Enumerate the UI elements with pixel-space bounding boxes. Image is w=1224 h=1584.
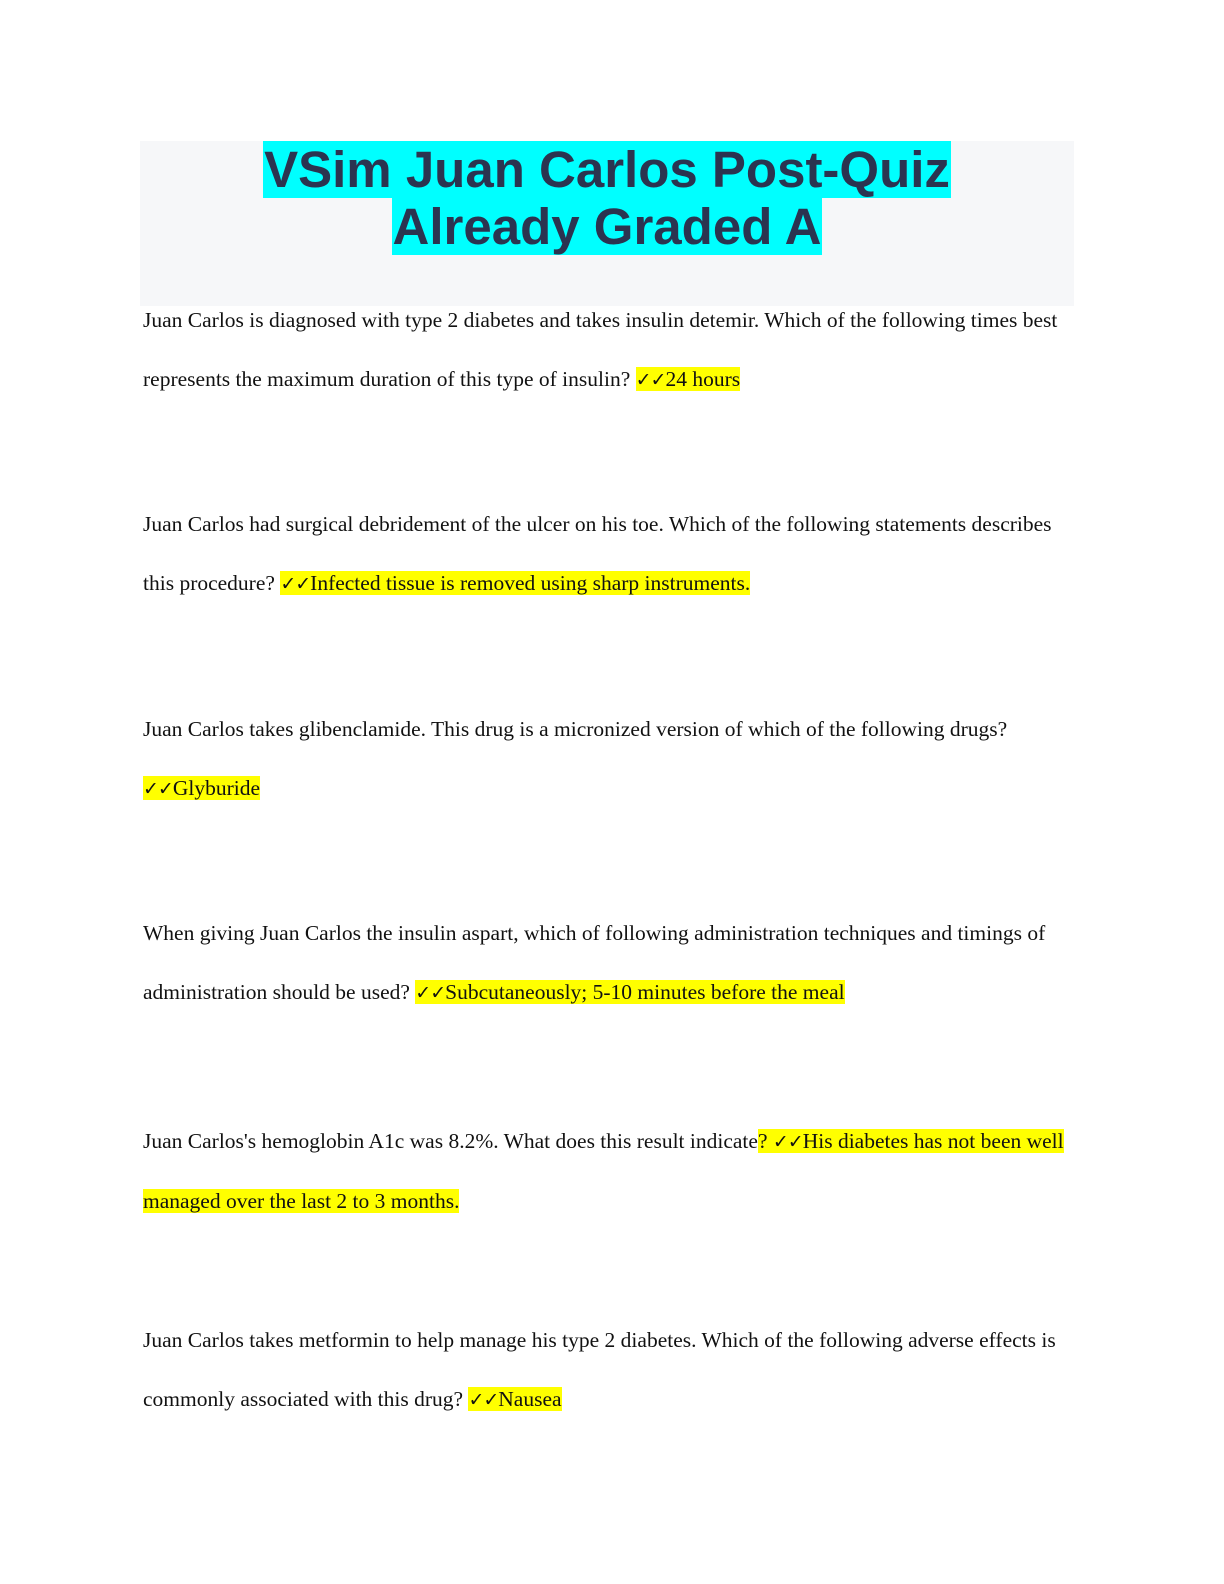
question-text: When giving Juan Carlos the insulin aspart, which of following administration techniques and timings of administration should be used?: [143, 921, 1046, 1004]
answer-highlight: [143, 776, 260, 800]
question-4: [143, 904, 1083, 1022]
double-check-icon: ✓✓: [468, 1388, 499, 1411]
question-6: [143, 1311, 1083, 1429]
answer-text: Subcutaneously; 5-10 minutes before the meal: [445, 979, 845, 1004]
double-check-icon: ✓✓: [143, 777, 173, 800]
answer-highlight: [415, 980, 844, 1004]
question-3: [143, 700, 1083, 818]
answer-highlight: [636, 367, 741, 391]
double-check-icon: ✓✓: [772, 1131, 803, 1153]
document-title: VSim Juan Carlos Post-Quiz Already Graded A: [264, 141, 950, 255]
question-text: Juan Carlos takes metformin to help manage his type 2 diabetes. Which of the following adverse effects is commonly associated with this drug?: [143, 1328, 1056, 1411]
title-block: [140, 141, 1074, 306]
answer-text: His diabetes has not been well managed over the last 2 to 3 months.: [143, 1129, 1064, 1213]
question-1: [143, 291, 1083, 409]
question-text: Juan Carlos's hemoglobin A1c was 8.2%. What does this result indicate: [143, 1129, 758, 1153]
answer-highlight: [280, 571, 750, 595]
answer-highlight: [468, 1387, 561, 1411]
answer-text: Infected tissue is removed using sharp instruments.: [310, 570, 751, 595]
question-2: [143, 495, 1083, 613]
double-check-icon: ✓✓: [635, 368, 666, 391]
question-text: Juan Carlos is diagnosed with type 2 diabetes and takes insulin detemir. Which of the following times best represents the maximum duration of this type of insulin?: [143, 308, 1058, 391]
answer-text: 24 hours: [665, 366, 741, 391]
double-check-icon: ✓✓: [280, 572, 311, 595]
question-text: Juan Carlos takes glibenclamide. This drug is a micronized version of which of the following drugs?: [143, 717, 1008, 741]
answer-text: Nausea: [498, 1386, 562, 1411]
question-text: Juan Carlos had surgical debridement of the ulcer on his toe. Which of the following statements describes this procedure?: [143, 512, 1052, 595]
question-5: [143, 1112, 1083, 1230]
answer-text: Glyburide: [172, 775, 261, 800]
double-check-icon: ✓✓: [415, 981, 446, 1004]
answer-prefix: ?: [757, 1129, 773, 1153]
